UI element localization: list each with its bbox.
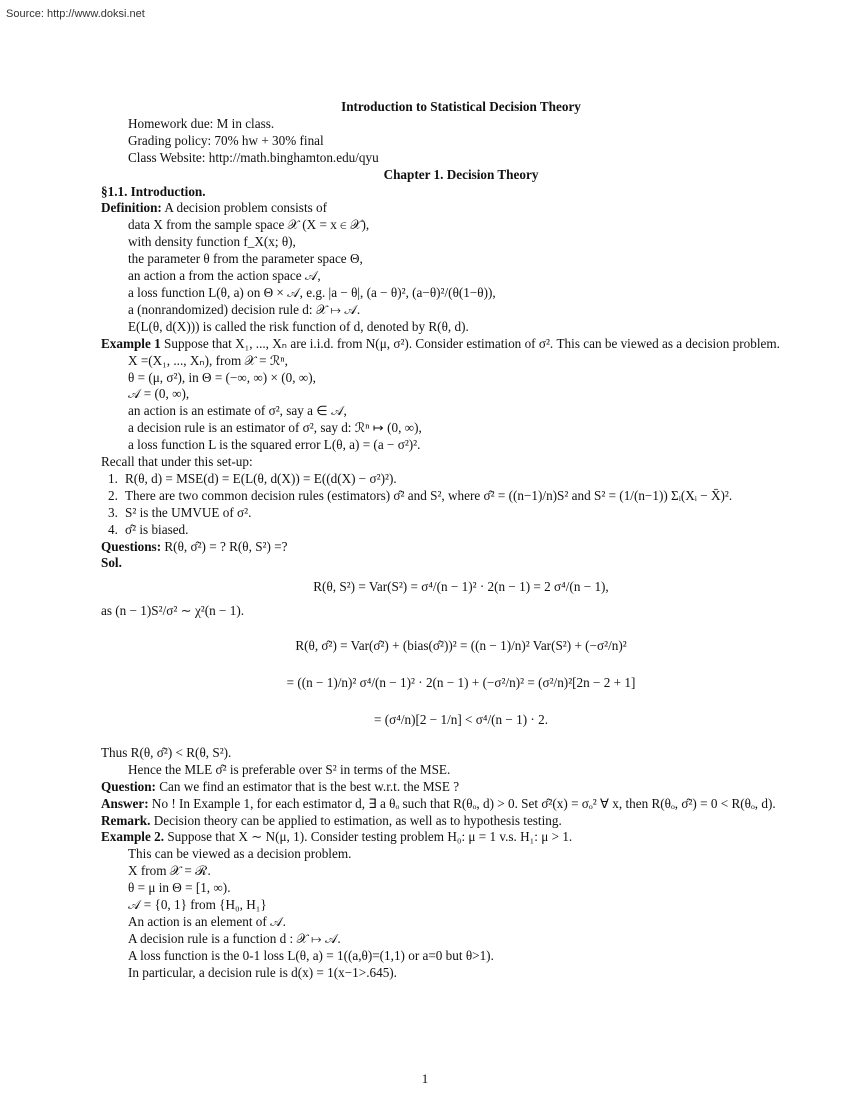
question-label: Question: (101, 778, 156, 794)
questions-label: Questions: (101, 538, 162, 554)
example1-item: X =(X₁, ..., Xₙ), from 𝒳 = ℛⁿ, (128, 352, 288, 368)
source-watermark: Source: http://www.doksi.net (6, 8, 145, 20)
recall-item (101, 471, 821, 488)
definition-item: a (nonrandomized) decision rule d: 𝒳 ↦ 𝒜. (128, 301, 361, 317)
item-text: σ̂² is biased. (125, 521, 189, 537)
item-text: S² is the UMVUE of σ². (125, 504, 252, 520)
answer-text: No ! In Example 1, for each estimator d, ∃ a θₒ such that R(θₒ, d) > 0. Set σ̂²(x) = σₒ² ∀ x, then R(θₒ, σ̂²) = 0 < R(θₒ, d). (151, 795, 776, 811)
conclusion-note: Hence the MLE σ̂² is preferable over S² in terms of the MSE. (128, 761, 451, 777)
example2-text: Suppose that X ∼ N(μ, 1). Consider testing problem H₀: μ = 1 v.s. H₁: μ > 1. (167, 829, 573, 845)
recall-item (101, 488, 821, 505)
item-text: There are two common decision rules (estimators) σ̂² and S², where σ̂² = ((n−1)/n)S² and S² = (1/(n−1)) Σᵢ(Xᵢ − X̄)². (125, 487, 733, 503)
question (101, 779, 821, 796)
questions (101, 539, 821, 556)
answer-label: Answer: (101, 795, 149, 811)
chapter-heading: Chapter 1. Decision Theory (383, 166, 539, 182)
example2-item: A decision rule is a function d : 𝒳 ↦ 𝒜. (128, 930, 341, 946)
example1-item: 𝒜 = (0, ∞), (128, 386, 190, 402)
example1-item: a decision rule is an estimator of σ², say d: ℛⁿ ↦ (0, ∞), (128, 420, 422, 436)
example2-item: An action is an element of 𝒜. (128, 913, 286, 929)
header-line: Class Website: http://math.binghamton.edu/qyu (128, 149, 379, 165)
example1-item: an action is an estimate of σ², say a ∈ 𝒜, (128, 403, 347, 419)
example2-item: In particular, a decision rule is d(x) = 1(x−1>.645). (128, 964, 397, 980)
definition-label: Definition: (101, 200, 162, 216)
item-number: 1. (108, 470, 118, 486)
example2-item: This can be viewed as a decision problem. (128, 846, 352, 862)
equation: = (σ⁴/n)[2 − 1/n] < σ⁴/(n − 1) · 2. (373, 712, 549, 727)
answer (101, 796, 821, 813)
example2-item: 𝒜 = {0, 1} from {H₀, H₁} (128, 897, 267, 913)
example2-intro (101, 829, 821, 846)
example2-item: A loss function is the 0-1 loss L(θ, a) = 1((a,θ)=(1,1) or a=0 but θ>1). (128, 947, 494, 963)
document-page (101, 99, 821, 982)
conclusion: Thus R(θ, σ̂²) < R(θ, S²). (101, 744, 232, 760)
questions-text: R(θ, σ̂²) = ? R(θ, S²) =? (164, 538, 288, 554)
header-line: Grading policy: 70% hw + 30% final (128, 132, 324, 148)
remark-text: Decision theory can be applied to estimation, as well as to hypothesis testing. (153, 812, 562, 828)
example1-item: a loss function L is the squared error L(θ, a) = (a − σ²)². (128, 437, 421, 453)
example1-label: Example 1 (101, 335, 161, 351)
remark-label: Remark. (101, 812, 151, 828)
solution-label: Sol. (101, 555, 122, 571)
example2-item: θ = μ in Θ = [1, ∞). (128, 880, 231, 896)
remark (101, 813, 821, 830)
equation: R(θ, S²) = Var(S²) = σ⁴/(n − 1)² · 2(n − 1) = 2 σ⁴/(n − 1), (313, 579, 609, 595)
section-heading: §1.1. Introduction. (101, 183, 206, 199)
page-number: 1 (421, 1071, 429, 1086)
document-title: Introduction to Statistical Decision Theory (341, 99, 581, 114)
definition-item: E(L(θ, d(X))) is called the risk function of d, denoted by R(θ, d). (128, 318, 469, 334)
item-number: 2. (108, 487, 118, 503)
equation-note: as (n − 1)S²/σ² ∼ χ²(n − 1). (101, 603, 245, 619)
example1-text: Suppose that X₁, ..., Xₙ are i.i.d. from N(μ, σ²). Consider estimation of σ². This can be viewed as a decision problem. (164, 335, 780, 351)
example2-label: Example 2. (101, 829, 165, 845)
recall-item (101, 505, 821, 522)
definition-item: a loss function L(θ, a) on Θ × 𝒜, e.g. |a − θ|, (a − θ)², (a−θ)²/(θ(1−θ)), (128, 284, 496, 300)
definition (101, 200, 821, 217)
example1-intro (101, 336, 821, 353)
definition-text: A decision problem consists of (164, 200, 328, 216)
example2-item: X from 𝒳 = ℛ. (128, 863, 211, 879)
item-text: R(θ, d) = MSE(d) = E(L(θ, d(X)) = E((d(X) − σ²)²). (125, 470, 397, 486)
definition-item: an action a from the action space 𝒜, (128, 268, 321, 284)
definition-item: the parameter θ from the parameter space Θ, (128, 251, 363, 267)
equation: = ((n − 1)/n)² σ⁴/(n − 1)² · 2(n − 1) + (−σ²/n)² = (σ²/n)²[2n − 2 + 1] (286, 675, 636, 691)
definition-item: data X from the sample space 𝒳 (X = x ∈ 𝒳), (128, 217, 370, 233)
question-text: Can we find an estimator that is the best w.r.t. the MSE ? (159, 778, 460, 794)
item-number: 3. (108, 504, 118, 520)
example1-item: θ = (μ, σ²), in Θ = (−∞, ∞) × (0, ∞), (128, 369, 316, 385)
header-line: Homework due: M in class. (128, 115, 275, 131)
equation: R(θ, σ̂²) = Var(σ̂²) + (bias(σ̂²))² = ((n − 1)/n)² Var(S²) + (−σ²/n)² (295, 638, 627, 654)
item-number: 4. (108, 521, 118, 537)
definition-item: with density function f_X(x; θ), (128, 234, 296, 250)
recall-line: Recall that under this set-up: (101, 454, 253, 470)
recall-item (101, 522, 821, 539)
